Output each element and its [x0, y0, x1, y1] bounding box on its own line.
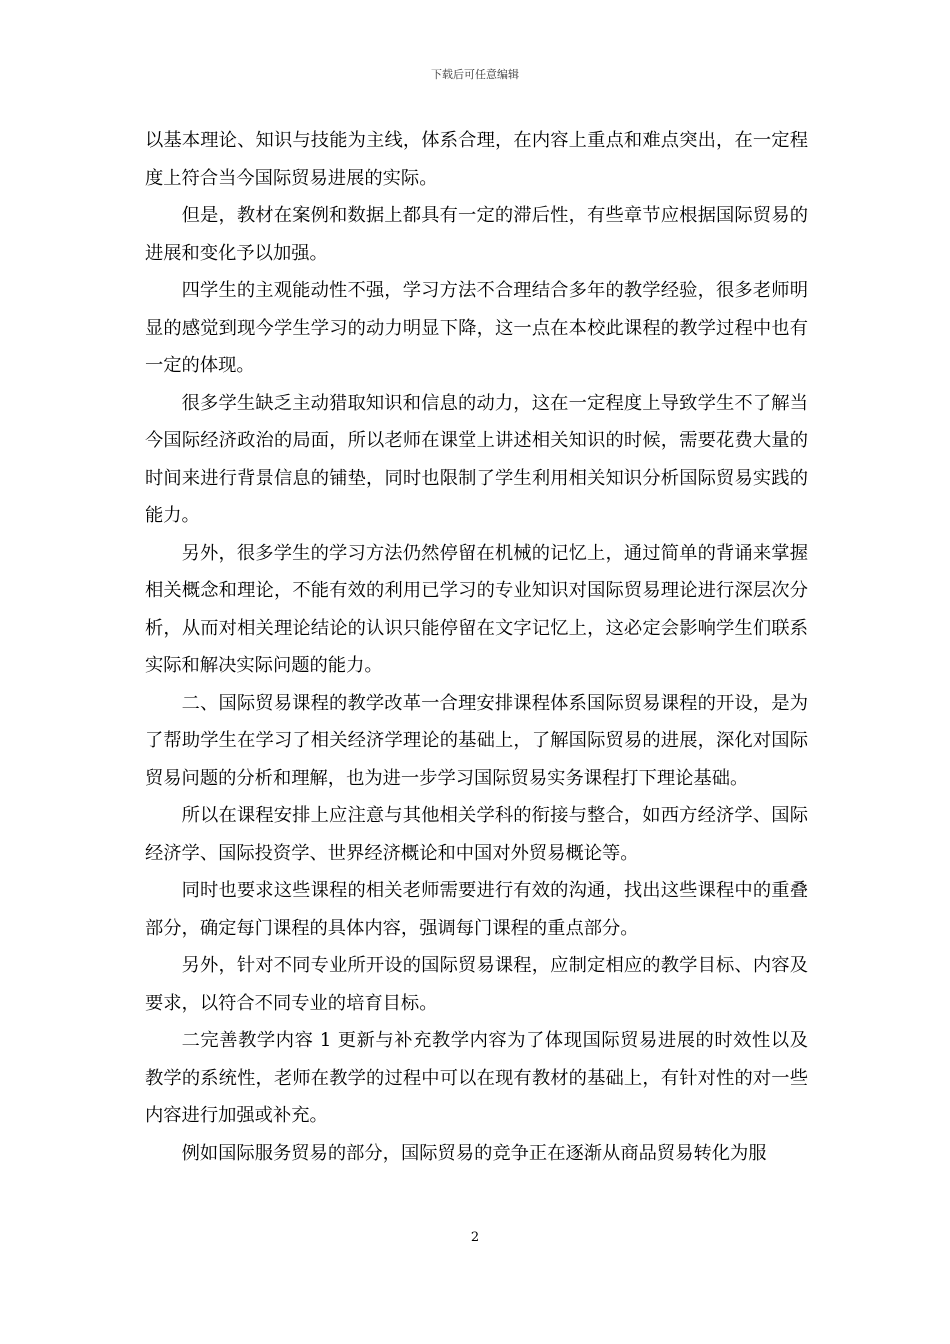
paragraph: 另外，针对不同专业所开设的国际贸易课程，应制定相应的教学目标、内容及要求，以符合不同专业的培育目标。: [145, 955, 808, 1014]
paragraph: 但是，教材在案例和数据上都具有一定的滞后性，有些章节应根据国际贸易的进展和变化予以加强。: [145, 205, 808, 264]
paragraph: 以基本理论、知识与技能为主线，体系合理，在内容上重点和难点突出，在一定程度上符合当今国际贸易进展的实际。: [145, 130, 808, 189]
paragraph: 很多学生缺乏主动猎取知识和信息的动力，这在一定程度上导致学生不了解当今国际经济政治的局面，所以老师在课堂上讲述相关知识的时候，需要花费大量的时间来进行背景信息的铺垫，同时也限制了学生利用相关知识分析国际贸易实践的能力。: [145, 392, 808, 526]
paragraph: 四学生的主观能动性不强，学习方法不合理结合多年的教学经验，很多老师明显的感觉到现今学生学习的动力明显下降，这一点在本校此课程的教学过程中也有一定的体现。: [145, 280, 808, 376]
paragraph: 所以在课程安排上应注意与其他相关学科的衔接与整合，如西方经济学、国际经济学、国际投资学、世界经济概论和中国对外贸易概论等。: [145, 805, 808, 864]
paragraph: 另外，很多学生的学习方法仍然停留在机械的记忆上，通过简单的背诵来掌握相关概念和理论，不能有效的利用已学习的专业知识对国际贸易理论进行深层次分析，从而对相关理论结论的认识只能停留在文字记忆上，这必定会影响学生们联系实际和解决实际问题的能力。: [145, 542, 808, 676]
document-body: [145, 122, 808, 1172]
paragraph: 二、国际贸易课程的教学改革一合理安排课程体系国际贸易课程的开设，是为了帮助学生在学习了相关经济学理论的基础上，了解国际贸易的进展，深化对国际贸易问题的分析和理解，也为进一步学习国际贸易实务课程打下理论基础。: [145, 692, 808, 789]
page-number: 2: [470, 1230, 480, 1245]
page-header: 下载后可任意编辑: [431, 68, 519, 81]
paragraph: 同时也要求这些课程的相关老师需要进行有效的沟通，找出这些课程中的重叠部分，确定每门课程的具体内容，强调每门课程的重点部分。: [145, 880, 808, 939]
paragraph: 二完善教学内容 1 更新与补充教学内容为了体现国际贸易进展的时效性以及教学的系统性，老师在教学的过程中可以在现有教材的基础上，有针对性的对一些内容进行加强或补充。: [145, 1030, 808, 1126]
paragraph: 例如国际服务贸易的部分，国际贸易的竞争正在逐渐从商品贸易转化为服: [181, 1142, 767, 1164]
